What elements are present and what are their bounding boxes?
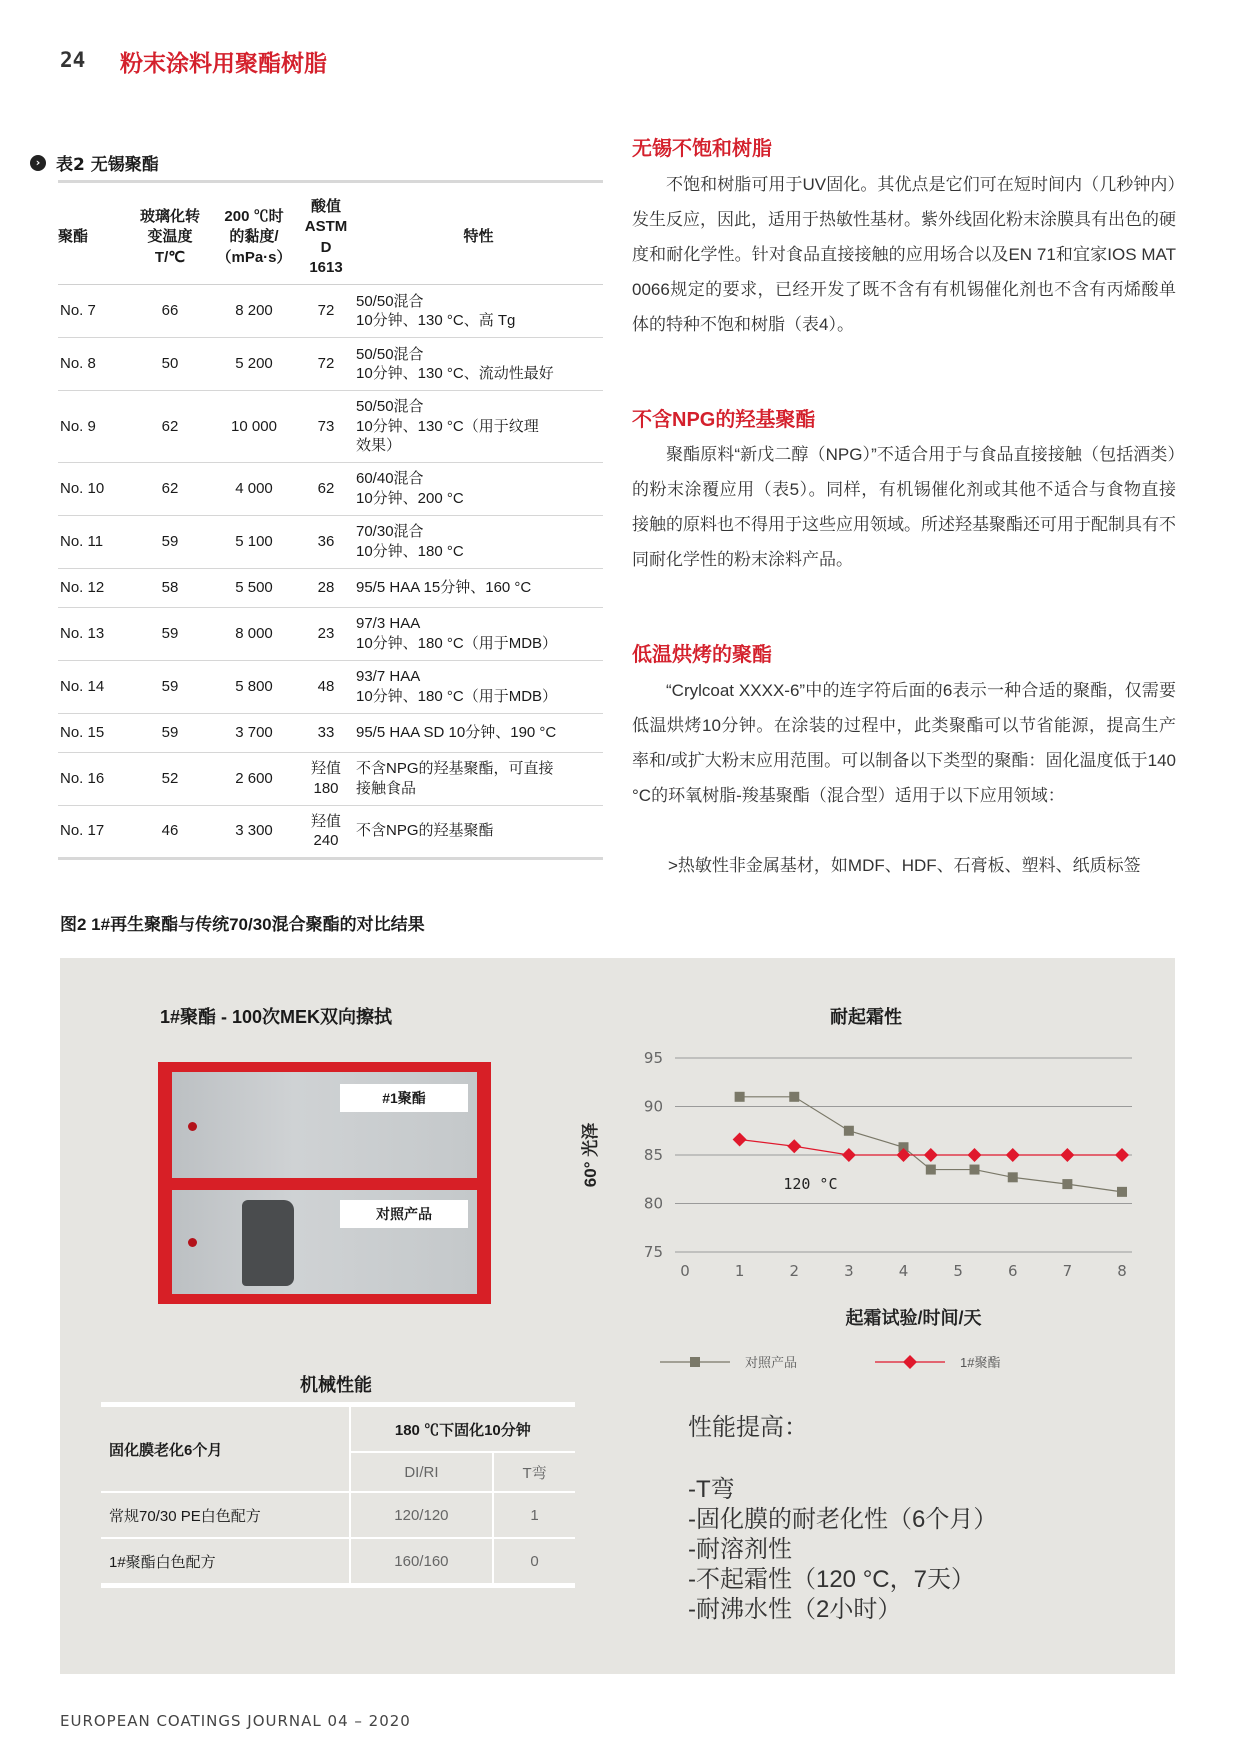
plate-label-2: 对照产品 xyxy=(340,1200,468,1228)
table2-cell: 36 xyxy=(298,515,354,568)
mech-sub-header-diri: DI/RI xyxy=(350,1452,494,1492)
table2-header-cell: 聚酯 xyxy=(58,182,130,285)
data-point-diamond xyxy=(842,1148,856,1162)
mech-sub-header-tbend: T弯 xyxy=(493,1452,575,1492)
table2-cell: 5 100 xyxy=(210,515,298,568)
test-plate-1 xyxy=(172,1072,477,1178)
section-bullet-low-temp: >热敏性非金属基材，如MDF、HDF、石膏板、塑料、纸质标签 xyxy=(668,856,1141,875)
table2-cell: 不含NPG的羟基聚酯 xyxy=(354,805,603,858)
legend-label: 1#聚酯 xyxy=(960,1355,1001,1370)
improvement-item: -耐沸水性（2小时） xyxy=(688,1596,902,1623)
table2-cell: 58 xyxy=(130,568,210,607)
y-tick-label: 95 xyxy=(643,1049,663,1067)
data-point-diamond xyxy=(968,1148,982,1162)
table2-cell: 60/40混合 10分钟、200 °C xyxy=(354,462,603,515)
table2-row xyxy=(58,752,603,805)
table2-cell: No. 12 xyxy=(58,568,130,607)
table2-cell: 50 xyxy=(130,338,210,391)
chart-title: 耐起霜性 xyxy=(830,1007,902,1027)
table2-cell: 73 xyxy=(298,391,354,463)
table2-cell: 93/7 HAA 10分钟、180 °C（用于MDB） xyxy=(354,660,603,713)
x-tick-label: 6 xyxy=(1007,1262,1018,1280)
x-tick-label: 5 xyxy=(953,1262,963,1280)
table2-cell: 48 xyxy=(298,660,354,713)
table2-cell: 59 xyxy=(130,515,210,568)
section-heading-npg-free: 不含NPG的羟基聚酯 xyxy=(632,409,816,431)
table2-caption-text: 表2 无锡聚酯 xyxy=(56,155,159,175)
mech-row-label: 1#聚酯白色配方 xyxy=(101,1538,350,1586)
x-tick-label: 1 xyxy=(734,1262,745,1280)
table2-cell: 72 xyxy=(298,285,354,338)
table2-cell: 50/50混合 10分钟、130 °C、高 Tg xyxy=(354,285,603,338)
section-heading-tin-free-unsaturated: 无锡不饱和树脂 xyxy=(632,138,772,160)
data-point-diamond xyxy=(1060,1148,1074,1162)
table2-cell: No. 9 xyxy=(58,391,130,463)
table2-body xyxy=(58,285,603,859)
table2-cell: No. 13 xyxy=(58,607,130,660)
table2-header-cell: 特性 xyxy=(354,182,603,285)
blooming-resistance-chart xyxy=(560,1030,1160,1380)
table2-cell: 羟值 240 xyxy=(298,805,354,858)
chart-annotation: 120 °C xyxy=(783,1174,838,1193)
y-tick-label: 90 xyxy=(643,1097,663,1116)
table2-cell: 33 xyxy=(298,713,354,752)
table2-cell: No. 7 xyxy=(58,285,130,338)
table2-cell: 3 300 xyxy=(210,805,298,858)
data-point-square xyxy=(735,1092,745,1102)
data-point-square xyxy=(789,1092,799,1102)
table2-cell: 97/3 HAA 10分钟、180 °C（用于MDB） xyxy=(354,607,603,660)
data-point-square xyxy=(926,1165,936,1175)
data-point-square xyxy=(1062,1179,1072,1189)
table2-cell: 5 500 xyxy=(210,568,298,607)
mech-header-row xyxy=(101,1405,575,1453)
hole-icon xyxy=(188,1122,197,1131)
page-number: 24 xyxy=(60,48,86,72)
table2-cell: 28 xyxy=(298,568,354,607)
table2-cell: 8 200 xyxy=(210,285,298,338)
table2-cell: 59 xyxy=(130,660,210,713)
table2-cell: 3 700 xyxy=(210,713,298,752)
table2-caption xyxy=(30,150,159,175)
table2-cell: 5 800 xyxy=(210,660,298,713)
mech-col1-header: 固化膜老化6个月 xyxy=(101,1405,350,1493)
data-point-diamond xyxy=(924,1148,938,1162)
mech-table xyxy=(101,1402,575,1588)
table2-row xyxy=(58,805,603,858)
section-heading-low-temp: 低温烘烤的聚酯 xyxy=(632,644,772,666)
mech-row xyxy=(101,1492,575,1538)
table2-row xyxy=(58,713,603,752)
table2-cell: 46 xyxy=(130,805,210,858)
hole-icon xyxy=(188,1238,197,1247)
table2-cell: 羟值 180 xyxy=(298,752,354,805)
figure2-caption: 图2 1#再生聚酯与传统70/30混合聚酯的对比结果 xyxy=(60,915,425,934)
data-point-diamond xyxy=(733,1132,747,1146)
table2-cell: 72 xyxy=(298,338,354,391)
improvement-item: -T弯 xyxy=(688,1476,735,1503)
section-body-npg-free: 聚酯原料“新戊二醇（NPG）”不适合用于与食品直接接触（包括酒类）的粉末涂覆应用（表5）。同样，有机锡催化剂或其他不适合与食物直接接触的原料也不得用于这些应用领域。所述羟基聚酯还可用于配制具有不同耐化学性的粉末涂料产品。 xyxy=(632,445,1176,569)
data-point-diamond xyxy=(1006,1148,1020,1162)
mek-test-title: 1#聚酯 - 100次MEK双向擦拭 xyxy=(160,1007,393,1027)
table2-cell: 62 xyxy=(130,391,210,463)
y-tick-label: 75 xyxy=(643,1243,663,1261)
table2-cell: 10 000 xyxy=(210,391,298,463)
mech-row-diri: 160/160 xyxy=(350,1538,494,1586)
y-tick-label: 80 xyxy=(643,1194,663,1213)
mech-col2-header: 180 ℃下固化10分钟 xyxy=(350,1405,575,1453)
section-body-low-temp: “Crylcoat XXXX-6”中的连字符后面的6表示一种合适的聚酯，仅需要低温烘烤10分钟。在涂装的过程中，此类聚酯可以节省能源，提高生产率和/或扩大粉末应用范围。可以制备以下类型的聚酯：固化温度低于140 °C的环氧树脂-羧基聚酯（混合型）适用于以下应用领域： xyxy=(632,681,1176,805)
table2-cell: No. 16 xyxy=(58,752,130,805)
x-tick-label: 0 xyxy=(680,1262,690,1280)
table2-cell: No. 8 xyxy=(58,338,130,391)
table2-cell: No. 15 xyxy=(58,713,130,752)
table2-cell: 8 000 xyxy=(210,607,298,660)
improvements-list xyxy=(688,1413,997,1625)
table2-cell: 66 xyxy=(130,285,210,338)
table2-cell: 23 xyxy=(298,607,354,660)
data-point-square xyxy=(1008,1172,1018,1182)
test-plate-2 xyxy=(172,1190,477,1294)
x-tick-label: 3 xyxy=(844,1262,854,1280)
solvent-damage-mark xyxy=(242,1200,294,1286)
table2-cell: 70/30混合 10分钟、180 °C xyxy=(354,515,603,568)
table2-row xyxy=(58,391,603,463)
table2-cell: 62 xyxy=(130,462,210,515)
table2-cell: No. 17 xyxy=(58,805,130,858)
table2-row xyxy=(58,462,603,515)
table2-cell: No. 10 xyxy=(58,462,130,515)
table2-row xyxy=(58,285,603,338)
mech-row-label: 常规70/30 PE白色配方 xyxy=(101,1492,350,1538)
table2-cell: 62 xyxy=(298,462,354,515)
table2-cell: 不含NPG的羟基聚酯，可直接 接触食品 xyxy=(354,752,603,805)
y-axis-label: 60° 光泽 xyxy=(581,1122,600,1188)
x-axis-label: 起霜试验/时间/天 xyxy=(845,1308,982,1328)
table2-cell: No. 11 xyxy=(58,515,130,568)
data-point-diamond xyxy=(787,1139,801,1153)
table2-header-cell: 200 ℃时 的黏度/ （mPa·s） xyxy=(210,182,298,285)
table2-header-cell: 酸值 ASTM D 1613 xyxy=(298,182,354,285)
mech-row-diri: 120/120 xyxy=(350,1492,494,1538)
chevron-right-icon: › xyxy=(30,155,46,171)
table2-cell: 4 000 xyxy=(210,462,298,515)
table2-cell: 50/50混合 10分钟、130 °C、流动性最好 xyxy=(354,338,603,391)
table2-header-row xyxy=(58,182,603,285)
table2 xyxy=(58,180,603,860)
legend-label: 对照产品 xyxy=(745,1355,798,1370)
mech-row-tbend: 0 xyxy=(493,1538,575,1586)
improvement-item: -耐溶剂性 xyxy=(688,1536,792,1563)
table2-row xyxy=(58,515,603,568)
data-point-square xyxy=(1117,1187,1127,1197)
data-point-square xyxy=(844,1126,854,1136)
data-point-square xyxy=(970,1165,980,1175)
mek-test-photo xyxy=(158,1062,491,1304)
table2-cell: 95/5 HAA SD 10分钟、190 °C xyxy=(354,713,603,752)
legend-marker-diamond xyxy=(903,1355,917,1369)
table2-row xyxy=(58,660,603,713)
x-tick-label: 4 xyxy=(898,1262,909,1280)
table2-cell: 50/50混合 10分钟、130 °C（用于纹理 效果） xyxy=(354,391,603,463)
table2-cell: 59 xyxy=(130,607,210,660)
improvements-title: 性能提高： xyxy=(688,1414,808,1441)
table2-header-cell: 玻璃化转 变温度 T/℃ xyxy=(130,182,210,285)
section-body-tin-free-unsaturated: 不饱和树脂可用于UV固化。其优点是它们可在短时间内（几秒钟内）发生反应，因此，适用于热敏性基材。紫外线固化粉末涂膜具有出色的硬度和耐化学性。针对食品直接接触的应用场合以及EN 71和宜家IOS MAT 0066规定的要求，已经开发了既不含有有机锡催化剂也不含有丙烯酸单体的特种不饱和树脂（表4）。 xyxy=(632,175,1176,334)
data-point-diamond xyxy=(1115,1148,1129,1162)
table2-row xyxy=(58,607,603,660)
page-title: 粉末涂料用聚酯树脂 xyxy=(120,51,327,77)
mech-row-tbend: 1 xyxy=(493,1492,575,1538)
footer: EUROPEAN COATINGS JOURNAL 04 – 2020 xyxy=(60,1712,411,1730)
table2-cell: 59 xyxy=(130,713,210,752)
mech-row xyxy=(101,1538,575,1586)
y-tick-label: 85 xyxy=(643,1146,663,1164)
table2-cell: 5 200 xyxy=(210,338,298,391)
x-tick-label: 7 xyxy=(1062,1262,1073,1280)
legend-marker-square xyxy=(690,1357,700,1367)
table2-row xyxy=(58,338,603,391)
x-tick-label: 8 xyxy=(1117,1262,1127,1280)
table2-cell: 95/5 HAA 15分钟、160 °C xyxy=(354,568,603,607)
improvement-item: -固化膜的耐老化性（6个月） xyxy=(688,1506,998,1533)
table2-cell: 52 xyxy=(130,752,210,805)
mech-table-title: 机械性能 xyxy=(300,1375,372,1395)
table2-row xyxy=(58,568,603,607)
improvement-item: -不起霜性（120 °C，7天） xyxy=(688,1566,975,1593)
table2-cell: No. 14 xyxy=(58,660,130,713)
plate-label-1: #1聚酯 xyxy=(340,1084,468,1112)
x-tick-label: 2 xyxy=(789,1262,800,1280)
table2-cell: 2 600 xyxy=(210,752,298,805)
